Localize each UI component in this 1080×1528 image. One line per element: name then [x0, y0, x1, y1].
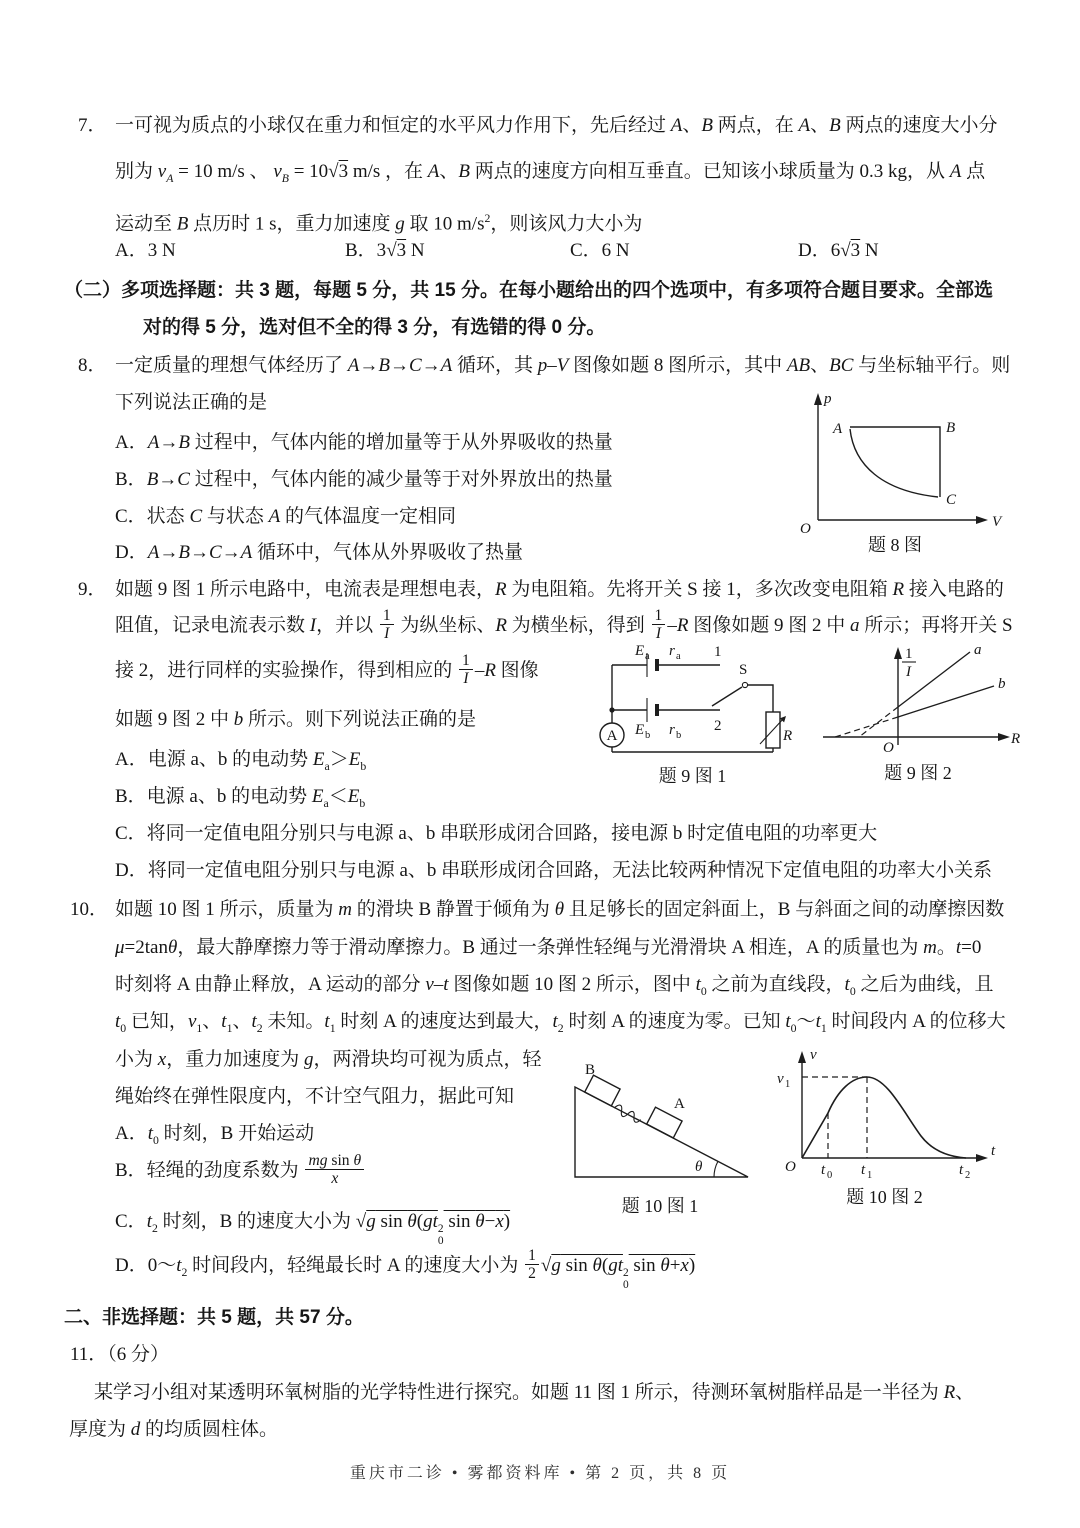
p-axis-arrow — [814, 393, 822, 405]
v-axis-arrow — [798, 1051, 806, 1063]
q9-line-2: 阻值，记录电流表示数 I，并以 $\frac{1}{I}$ 为纵坐标、R 为横坐标，得到 $\frac{1}{I}$ –R 图像如题 9 图 2 中 a 所示；再将开关 S — [115, 606, 1013, 643]
figure-q10-vt-graph — [772, 1043, 997, 1183]
rheostat-label: R — [783, 728, 793, 744]
t-axis-label: t — [991, 1143, 996, 1159]
q7-option-b: B．3√3 N — [345, 240, 425, 261]
svg-text:1: 1 — [785, 1079, 791, 1090]
q11-number: 11．（6 分） — [70, 1344, 170, 1365]
angle-theta-label: θ — [695, 1159, 703, 1175]
q10-option-c: C．$t_2$ 时刻，B 的速度大小为 √g sin θ(gt 2 0 sin θ−x) — [115, 1211, 511, 1248]
emf-b-label: E — [635, 722, 645, 738]
q7-option-d: D．6√3 N — [798, 240, 879, 261]
q10-option-b: B．轻绳的劲度系数为 $\frac{\text{mg sin θ}}{x}$ — [115, 1143, 366, 1199]
q7-option-a: A．3 N — [115, 240, 176, 261]
frac-1-over-i-den: I — [906, 664, 911, 680]
figure-q10-incline — [560, 1052, 760, 1192]
q7-line-1: 一可视为质点的小球仅在重力和恒定的水平风力作用下，先后经过 A、B 两点，在 A、B 两点的速度大小分 — [115, 115, 998, 136]
q9-line-3: 接 2，进行同样的实验操作，得到相应的 $\frac{1}{I}$ –R 图像 — [115, 651, 539, 688]
svg-text:a: a — [676, 651, 681, 662]
svg-text:2: 2 — [965, 1170, 971, 1181]
origin-label: O — [883, 740, 894, 756]
q11-line-2: 厚度为 d 的均质圆柱体。 — [69, 1419, 279, 1440]
svg-text:a: a — [645, 651, 650, 662]
block-b-label: B — [585, 1062, 596, 1078]
q9-option-d: D．将同一定值电阻分别只与电源 a、b 串联形成闭合回路，无法比较两种情况下定值电阻的功率大小关系 — [115, 860, 993, 881]
q7-line-2: 别为 $v_A = 10$ m/s 、 $v_B = 10√3$ m/s ，在 A、B 两点的速度方向相互垂直。已知该小球质量为 0.3 kg，从 A 点 — [115, 161, 986, 185]
t0-label: t — [821, 1162, 826, 1178]
q10-line-4: $t_0$ 已知，$v_1$、$t_1$、$t_2$ 未知。$t_1$ 时刻 A 的速度达到最大，$t_2$ 时刻 A 的速度为零。已知 $t_0\sim t_1$ 时间段内 A 的位移大 — [115, 1011, 1006, 1035]
q9-line-4: 如题 9 图 2 中 b 所示。则下列说法正确的是 — [115, 709, 477, 730]
line-a-label: a — [974, 642, 982, 658]
line-b-dashed-extension — [835, 717, 898, 737]
q10-line-3: 时刻将 A 由静止释放，A 运动的部分 v–t 图像如题 10 图 2 所示，图中 $t_0$ 之前为直线段，$t_0$ 之后为曲线，且 — [115, 974, 994, 998]
line-b — [898, 686, 994, 717]
y-axis-arrow — [894, 647, 902, 659]
figure-q8-caption: 题 8 图 — [868, 535, 922, 555]
q10-line-5: 小为 x，重力加速度为 g，两滑块均可视为质点，轻 — [115, 1049, 542, 1070]
q10-line-2: μ=2tanθ，最大静摩擦力等于滑动摩擦力。B 通过一条弹性轻绳与光滑滑块 A 相连，A 的质量也为 m。t=0 — [115, 937, 982, 958]
process-ca-curve — [850, 429, 938, 497]
q9-option-a: A．电源 a、b 的电动势 $E_a>E_b$ — [115, 749, 367, 773]
state-a-label: A — [833, 421, 843, 437]
figure-q9-1-caption: 题 9 图 1 — [658, 766, 727, 786]
figure-q10-2-caption: 题 10 图 2 — [846, 1187, 923, 1207]
r-axis-arrow — [998, 733, 1010, 741]
q7-line-3: 运动至 B 点历时 1 s，重力加速度 g 取 10 $m/s^2$，则该风力大小为 — [115, 212, 643, 235]
q8-line-1: 一定质量的理想气体经历了 A→B→C→A 循环，其 p–V 图像如题 8 图所示，其中 AB、BC 与坐标轴平行。则 — [115, 355, 1011, 376]
q9-number: 9． — [78, 579, 107, 600]
q8-option-c: C．状态 C 与状态 A 的气体温度一定相同 — [115, 506, 457, 527]
q8-line-2: 下列说法正确的是 — [115, 392, 268, 413]
q9-line-1: 如题 9 图 1 所示电路中，电流表是理想电表，R 为电阻箱。先将开关 S 接 1，多次改变电阻箱 R 接入电路的 — [115, 579, 1004, 600]
section2-header-line-2: 对的得 5 分，选对但不全的得 3 分，有选错的得 0 分。 — [143, 317, 606, 338]
q8-option-d: D．A→B→C→A 循环中，气体从外界吸收了热量 — [115, 542, 524, 563]
frac-1-over-i-num: 1 — [905, 646, 913, 662]
t-axis-arrow — [976, 1154, 988, 1162]
terminal-1-label: 1 — [714, 644, 722, 660]
q8-option-b: B．B→C 过程中，气体内能的减少量等于对外界放出的热量 — [115, 469, 613, 490]
switch-label: S — [739, 662, 748, 678]
emf-a-label: E — [635, 643, 645, 659]
figure-q9-circuit — [585, 640, 800, 762]
svg-text:0: 0 — [827, 1170, 833, 1181]
switch-pivot — [742, 682, 747, 687]
internal-r-a-label: r — [669, 643, 675, 659]
q7-number: 7． — [78, 115, 107, 136]
figure-q9-2-caption: 题 9 图 2 — [884, 763, 952, 783]
v-axis-label: V — [992, 514, 1002, 530]
q10-option-d: D．$0\sim t_2$ 时间段内，轻绳最长时 A 的速度大小为 $\frac{1}{2}$ √g sin θ(gt 2 0 sin θ+x) — [115, 1246, 696, 1292]
svg-text:b: b — [676, 730, 682, 741]
v-axis-arrow — [976, 516, 988, 524]
q8-number: 8． — [78, 355, 107, 376]
switch-blade — [712, 687, 742, 706]
block-b — [585, 1075, 620, 1106]
elastic-rope — [612, 1103, 642, 1124]
figure-q9-graph — [818, 637, 1021, 759]
t2-label: t — [959, 1162, 964, 1178]
figure-q10-1-caption: 题 10 图 1 — [621, 1196, 699, 1216]
q11-line-1: 某学习小组对某透明环氧树脂的光学特性进行探究。如题 11 图 1 所示，待测环氧树脂样品是一半径为 R、 — [94, 1382, 975, 1403]
q10-line-6: 绳始终在弹性限度内，不计空气阻力，据此可知 — [115, 1086, 515, 1107]
ammeter-label: A — [606, 728, 618, 744]
velocity-curve — [802, 1077, 966, 1158]
r-axis-label: R — [1011, 731, 1021, 747]
p-axis-label: p — [824, 391, 832, 407]
line-b-label: b — [998, 676, 1006, 692]
q10-line-1: 如题 10 图 1 所示，质量为 m 的滑块 B 静置于倾角为 θ 且足够长的固定斜面上，B 与斜面之间的动摩擦因数 — [115, 899, 1005, 920]
svg-text:b: b — [645, 730, 651, 741]
origin-label: O — [800, 521, 811, 537]
q10-option-a: A．$t_0$ 时刻，B 开始运动 — [115, 1123, 315, 1147]
q9-option-c: C．将同一定值电阻分别只与电源 a、b 串联形成闭合回路，接电源 b 时定值电阻的功率更大 — [115, 823, 878, 844]
state-c-label: C — [946, 492, 957, 508]
q7-option-c: C．6 N — [570, 240, 630, 261]
q10-number: 10． — [70, 899, 109, 920]
state-b-label: B — [946, 420, 956, 436]
section-nonchoice-header: 二、非选择题：共 5 题，共 57 分。 — [64, 1307, 364, 1328]
internal-r-b-label: r — [669, 722, 675, 738]
q8-option-a: A．A→B 过程中，气体内能的增加量等于从外界吸收的热量 — [115, 432, 613, 453]
block-a-label: A — [674, 1096, 685, 1112]
q9-option-b: B．电源 a、b 的电动势 $E_a<E_b$ — [115, 786, 366, 810]
v-axis-label: v — [810, 1047, 817, 1063]
t1-label: t — [861, 1162, 866, 1178]
angle-arc — [714, 1161, 718, 1177]
v1-label: v — [777, 1071, 784, 1087]
svg-text:1: 1 — [867, 1170, 873, 1181]
page-footer: 重庆市二诊 • 雾都资料库 • 第 2 页，共 8 页 — [349, 1465, 731, 1482]
terminal-2-label: 2 — [714, 718, 722, 734]
figure-q8-pv-diagram — [780, 385, 1010, 537]
section2-header-line-1: （二）多项选择题：共 3 题，每题 5 分，共 15 分。在每小题给出的四个选项中，有多项符合题目要求。全部选 — [64, 280, 993, 301]
origin-label: O — [785, 1159, 796, 1175]
line-a-dashed-extension — [859, 707, 898, 737]
